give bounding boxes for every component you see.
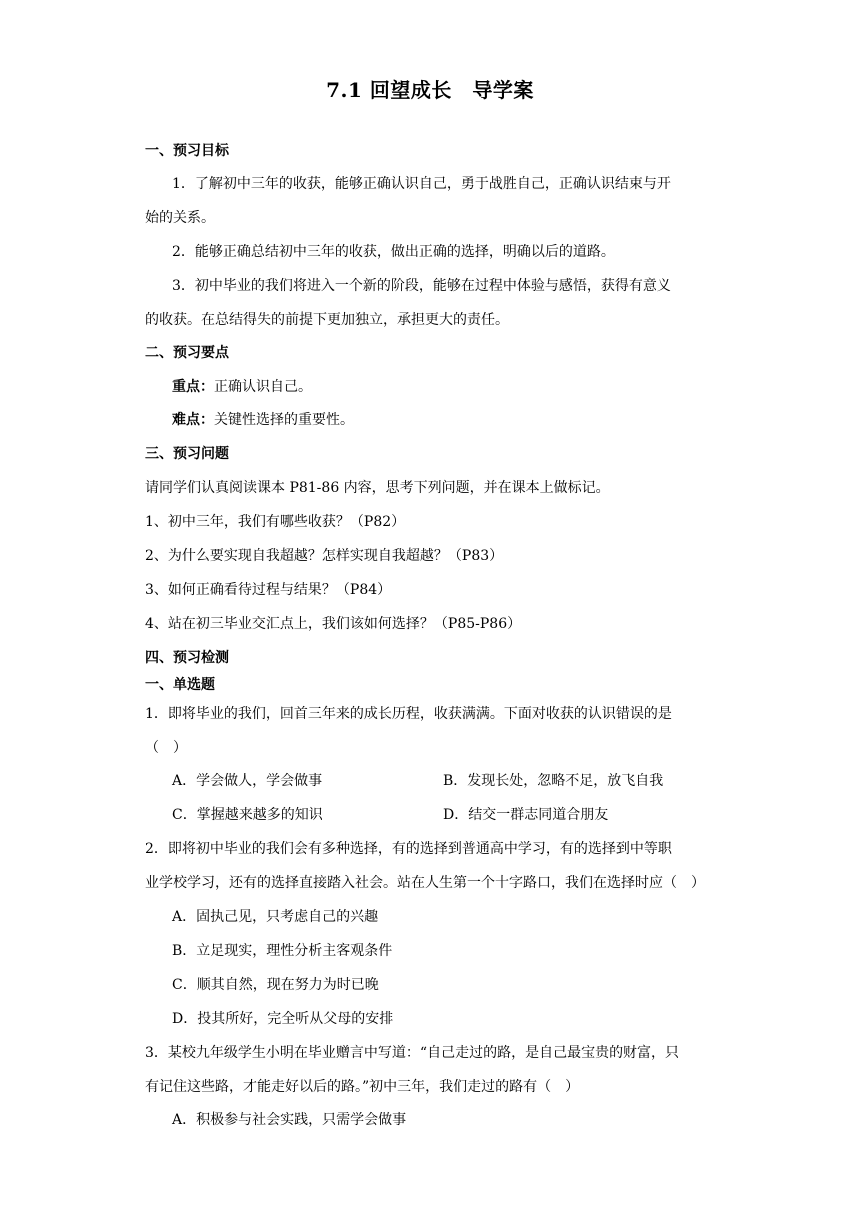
preview-question-1: 1、初中三年，我们有哪些收获？（P82） [145,514,406,530]
goal-3-line-1: 3．初中毕业的我们将进入一个新的阶段，能够在过程中体验与感悟，获得有意义 [172,278,671,294]
mcq-3-stem-line-2: 有记住这些路，才能走好以后的路。”初中三年，我们走过的路有（ ） [145,1079,580,1095]
mcq-2-stem-line-1: 2．即将初中毕业的我们会有多种选择，有的选择到普通高中学习，有的选择到中等职 [145,841,672,857]
mcq-1-option-d: D．结交一群志同道合朋友 [443,807,609,823]
difficult-point-text: 关键性选择的重要性。 [214,412,354,428]
mcq-2-option-b: B．立足现实，理性分析主客观条件 [172,943,393,959]
key-point [172,377,312,397]
goal-1-line-1: 1．了解初中三年的收获，能够正确认识自己，勇于战胜自己，正确认识结束与开 [172,176,671,192]
goal-2: 2．能够正确总结初中三年的收获，做出正确的选择，明确以后的道路。 [172,244,615,260]
section-heading-test: 四、预习检测 [145,650,229,666]
goal-1-line-2: 始的关系。 [145,210,215,226]
page-title: 7.1 回望成长 导学案 [326,78,534,102]
section-heading-questions: 三、预习问题 [145,446,229,462]
mcq-1-option-a: A．学会做人，学会做事 [172,773,323,789]
mcq-3-stem-line-1: 3．某校九年级学生小明在毕业赠言中写道：“自己走过的路，是自己最宝贵的财富，只 [145,1045,680,1061]
questions-intro: 请同学们认真阅读课本 P81-86 内容，思考下列问题，并在课本上做标记。 [145,480,610,496]
difficult-point [172,410,354,430]
preview-question-3: 3、如何正确看待过程与结果？（P84） [145,582,392,598]
goal-3-line-2: 的收获。在总结得失的前提下更加独立，承担更大的责任。 [145,312,509,328]
mcq-3-option-a: A．积极参与社会实践，只需学会做事 [172,1112,407,1128]
preview-question-4: 4、站在初三毕业交汇点上，我们该如何选择？（P85-P86） [145,616,522,632]
mcq-1-option-b: B．发现长处，忽略不足，放飞自我 [443,773,664,789]
mcq-2-option-c: C．顺其自然，现在努力为时已晚 [172,977,379,993]
mcq-1-option-c: C．掌握越来越多的知识 [172,807,323,823]
difficult-point-label: 难点： [172,412,214,428]
key-point-label: 重点： [172,379,214,395]
mcq-2-stem-line-2: 业学校学习，还有的选择直接踏入社会。站在人生第一个十字路口，我们在选择时应（ ） [145,875,705,891]
section-heading-points: 二、预习要点 [145,345,229,361]
mcq-1-stem-line-2: （ ） [145,740,187,756]
mcq-1-stem-line-1: 1．即将毕业的我们，回首三年来的成长历程，收获满满。下面对收获的认识错误的是 [145,706,672,722]
section-heading-goals: 一、预习目标 [145,143,229,159]
subsection-single-choice: 一、单选题 [145,677,215,693]
key-point-text: 正确认识自己。 [214,379,312,395]
preview-question-2: 2、为什么要实现自我超越？怎样实现自我超越？（P83） [145,548,504,564]
mcq-2-option-d: D．投其所好，完全听从父母的安排 [172,1011,394,1027]
mcq-2-option-a: A．固执己见，只考虑自己的兴趣 [172,909,379,925]
